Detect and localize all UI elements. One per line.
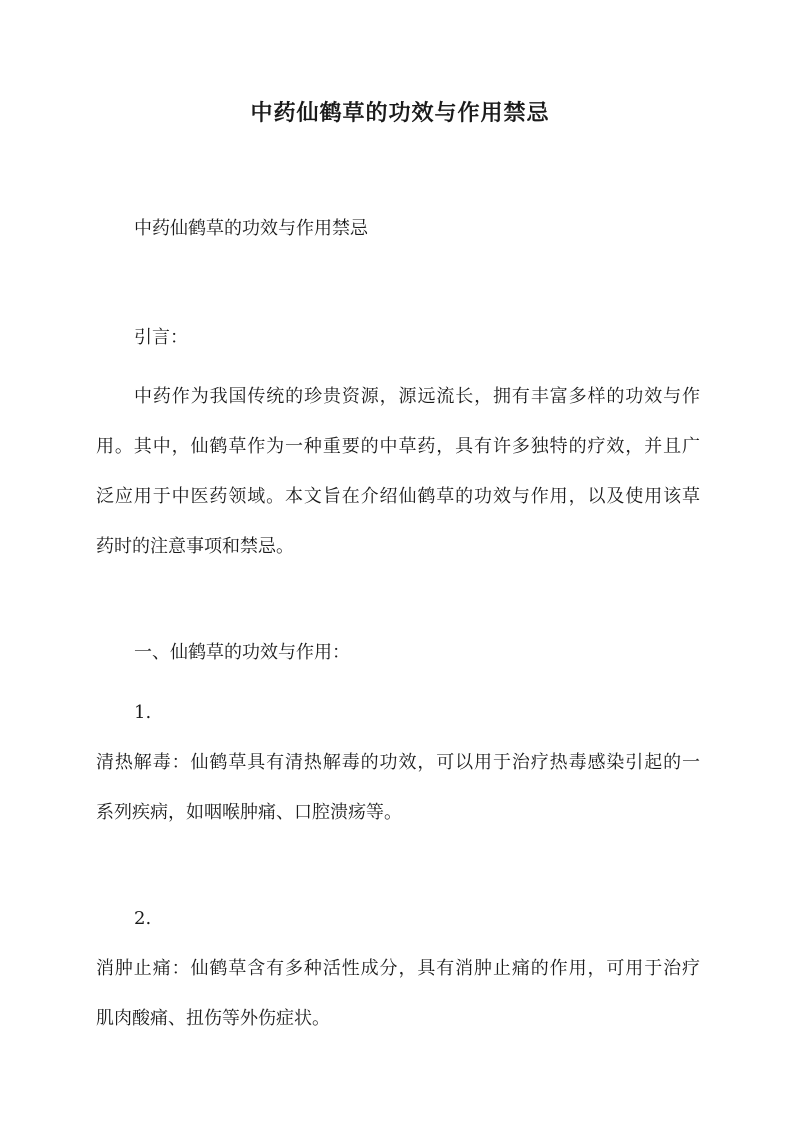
intro-paragraph-line: 中药作为我国传统的珍贵资源，源远流长，拥有丰富多样的功效与作	[134, 386, 700, 407]
document-subtitle: 中药仙鹤草的功效与作用禁忌	[134, 218, 368, 239]
intro-heading: 引言：	[134, 327, 188, 348]
document-title: 中药仙鹤草的功效与作用禁忌	[250, 100, 550, 126]
list-item-line: 清热解毒：仙鹤草具有清热解毒的功效，可以用于治疗热毒感染引起的一	[96, 752, 700, 773]
list-item-number: 1.	[134, 702, 152, 723]
list-item-line: 消肿止痛：仙鹤草含有多种活性成分，具有消肿止痛的作用，可用于治疗	[96, 958, 700, 979]
list-item-number: 2.	[134, 908, 152, 929]
section-heading: 一、仙鹤草的功效与作用：	[134, 642, 350, 663]
list-item-line: 系列疾病，如咽喉肿痛、口腔溃疡等。	[96, 802, 402, 823]
list-item-line: 肌肉酸痛、扭伤等外伤症状。	[96, 1008, 330, 1029]
intro-paragraph-line: 药时的注意事项和禁忌。	[96, 536, 294, 557]
intro-paragraph-line: 泛应用于中医药领域。本文旨在介绍仙鹤草的功效与作用，以及使用该草	[96, 486, 700, 507]
intro-paragraph-line: 用。其中，仙鹤草作为一种重要的中草药，具有许多独特的疗效，并且广	[96, 436, 700, 457]
